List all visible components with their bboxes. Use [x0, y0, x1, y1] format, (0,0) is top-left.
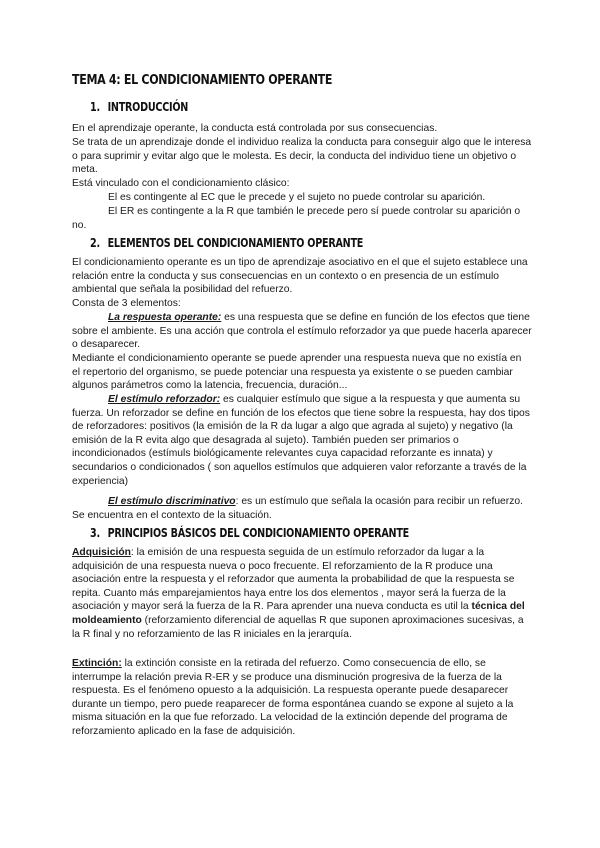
section-number: 2.: [90, 236, 100, 250]
section-number: 1.: [90, 100, 100, 114]
term-definition: la extinción consiste en la retirada del refuerzo. Como consecuencia de ello, se interrumpe la relación previa R-ER y se produce una disminución progresiva de la fuerza de la respuesta. Es el fenómeno opuesto a la adquisición. La respuesta operante puede desaparecer durante un tiempo, pero puede reaparecer de forma espontánea cuando se expone al sujeto a la misma situación en la que fue reforzado. La velocidad de la extinción depende del programa de reforzamiento aplicado en la fase de adquisición.: [72, 658, 514, 737]
section-title: INTRODUCCIÓN: [107, 100, 189, 114]
paragraph: Mediante el condicionamiento operante se puede aprender una respuesta nueva que no existía en el repertorio del organismo, se puede potenciar una respuesta ya existente o se pueden cambiar algunos parámetros como la latencia, frecuencia, duración...: [72, 353, 522, 392]
section-heading-elementos: [90, 236, 363, 250]
paragraph-indented: El es contingente al EC que le precede y el sujeto no puede controlar su aparición.: [108, 192, 486, 203]
element-estimulo-discriminativo: [72, 495, 532, 522]
section-heading-principios: [90, 526, 409, 540]
paragraph: Está vinculado con el condicionamiento clásico:: [72, 178, 290, 189]
page-title: TEMA 4: EL CONDICIONAMIENTO OPERANTE: [72, 72, 333, 88]
section-heading-introduccion: [90, 100, 188, 114]
term-tecnica-moldeamiento: técnica del moldeamiento: [72, 601, 525, 626]
section-title: PRINCIPIOS BÁSICOS DEL CONDICIONAMIENTO OPERANTE: [107, 526, 409, 540]
term-estimulo-discriminativo: El estímulo discriminativo: [108, 496, 236, 507]
term-definition: : es un estímulo que señala la ocasión para recibir un refuerzo. Se encuentra en el contexto de la situación.: [72, 496, 523, 521]
term-respuesta-operante: La respuesta operante:: [108, 312, 222, 323]
term-definition: es una respuesta que se define en función de los efectos que tiene sobre el ambiente. Es una acción que controla el estímulo reforzador ya que puede hacerla aparecer o desaparecer.: [72, 312, 532, 351]
paragraph: Se trata de un aprendizaje donde el individuo realiza la conducta para conseguir algo que le interesa o para suprimir y evitar algo que le molesta. Es decir, la conducta del individuo tiene un objetivo o meta.: [72, 137, 532, 176]
term-definition-cont: (reforzamiento diferencial de aquellas R que suponen aproximaciones sucesivas, a la R final y no reforzamiento de las R iniciales en la jerarquía.: [72, 614, 524, 640]
paragraph-adquisicion: [72, 546, 532, 641]
term-estimulo-reforzador: El estímulo reforzador:: [108, 394, 221, 405]
term-adquisicion: Adquisición: [72, 547, 131, 558]
section-title: ELEMENTOS DEL CONDICIONAMIENTO OPERANTE: [107, 236, 364, 250]
paragraph: Consta de 3 elementos:: [72, 298, 181, 309]
section-number: 3.: [90, 526, 100, 540]
term-definition: es cualquier estímulo que sigue a la respuesta y que aumenta su fuerza. Un reforzador se define en función de los efectos que tiene sobre la respuesta, hay dos tipos de reforzadores: positivos (la emisión de la R da lugar a algo que agrada al sujeto) y negativo (la emisión de la R evita algo que desagrada al sujeto). También pueden ser primarios o incondicionados (estímuls biológicamente relevantes cuya capacidad reforzante es innata) y secundarios o condicionados ( son aquellos estímulos que adquieren valor reforzante a través de la experiencia): [72, 394, 530, 487]
term-definition: : la emisión de una respuesta seguida de un estímulo reforzador da lugar a la adquisición de una respuesta nueva o poco frecuente. El reforzamiento de la R produce una asociación entre la respuesta y el reforzador que aumenta la probabilidad de que la respuesta se repita. Cuanto más emparejamientos haya entre los dos elementos , mayor será la fuerza de la asociación y mayor será la fuerza de la R. Para aprender una nueva conducta es util la: [72, 547, 515, 613]
paragraph-extincion: [72, 657, 532, 739]
element-estimulo-reforzador: [72, 393, 532, 488]
term-extincion: Extinción:: [72, 658, 122, 669]
paragraph: El condicionamiento operante es un tipo de aprendizaje asociativo en el que el sujeto establece una relación entre la conducta y sus consecuencias en un contexto o en presencia de un estímulo ambiental que señala la posibilidad del refuerzo.: [72, 257, 528, 296]
element-respuesta-operante: [72, 311, 532, 352]
paragraph: En el aprendizaje operante, la conducta está controlada por sus consecuencias.: [72, 123, 438, 134]
paragraph-indented: El ER es contingente a la R que también le precede pero sí puede controlar su aparición o no.: [72, 206, 521, 231]
